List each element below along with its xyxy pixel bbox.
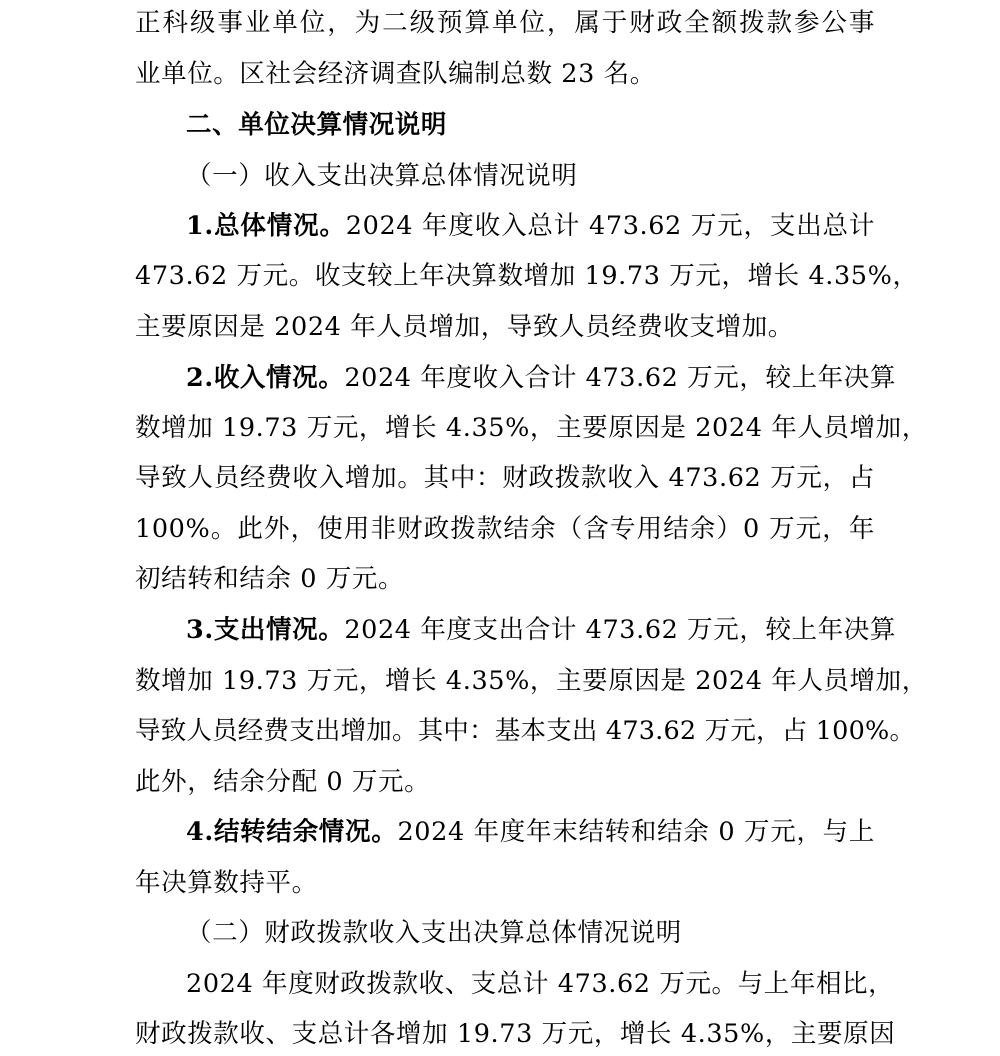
body-text-line: 初结转和结余 0 万元。 <box>135 564 405 594</box>
paragraph-lead: 3.支出情况。 <box>186 615 345 645</box>
body-text-line: 数增加 19.73 万元，增长 4.35%，主要原因是 2024 年人员增加， <box>135 413 928 443</box>
body-text-line: 473.62 万元。收支较上年决算数增加 19.73 万元，增长 4.35%， <box>135 261 919 291</box>
body-text-line: 导致人员经费支出增加。其中：基本支出 473.62 万元，占 100%。 <box>135 716 916 746</box>
body-text-line: 2024 年度财政拨款收、支总计 473.62 万元。与上年相比， <box>186 969 895 999</box>
body-text-line: 此外，结余分配 0 万元。 <box>135 767 431 797</box>
paragraph-lead: 1.总体情况。 <box>186 211 346 241</box>
body-text-line: 数增加 19.73 万元，增长 4.35%，主要原因是 2024 年人员增加， <box>135 666 928 696</box>
subsection-heading: （一）收入支出决算总体情况说明 <box>186 161 578 191</box>
paragraph-carryover-line: 4.结转结余情况。2024 年度年末结转和结余 0 万元，与上 <box>186 817 875 847</box>
body-text-line: 主要原因是 2024 年人员增加，导致人员经费收支增加。 <box>135 312 794 342</box>
section-heading: 二、单位决算情况说明 <box>186 110 448 140</box>
body-text-line: 财政拨款收、支总计各增加 19.73 万元，增长 4.35%，主要原因 <box>135 1019 896 1049</box>
paragraph-overall-line: 1.总体情况。2024 年度收入总计 473.62 万元，支出总计 <box>186 211 875 241</box>
paragraph-lead: 2.收入情况。 <box>186 363 345 393</box>
body-text-line: 年决算数持平。 <box>135 868 318 898</box>
paragraph-income-line: 2.收入情况。2024 年度收入合计 473.62 万元，较上年决算 <box>186 363 896 393</box>
paragraph-lead: 4.结转结余情况。 <box>186 817 398 847</box>
body-text-line: 100%。此外，使用非财政拨款结余（含专用结余）0 万元，年 <box>135 514 875 544</box>
paragraph-expenditure-line: 3.支出情况。2024 年度支出合计 473.62 万元，较上年决算 <box>186 615 896 645</box>
subsection-heading: （二）财政拨款收入支出决算总体情况说明 <box>186 918 682 948</box>
body-text-line: 正科级事业单位，为二级预算单位，属于财政全额拨款参公事 <box>135 8 875 38</box>
body-text-line: 业单位。区社会经济调查队编制总数 23 名。 <box>135 59 656 89</box>
body-text-line: 导致人员经费收入增加。其中：财政拨款收入 473.62 万元，占 <box>135 463 875 493</box>
